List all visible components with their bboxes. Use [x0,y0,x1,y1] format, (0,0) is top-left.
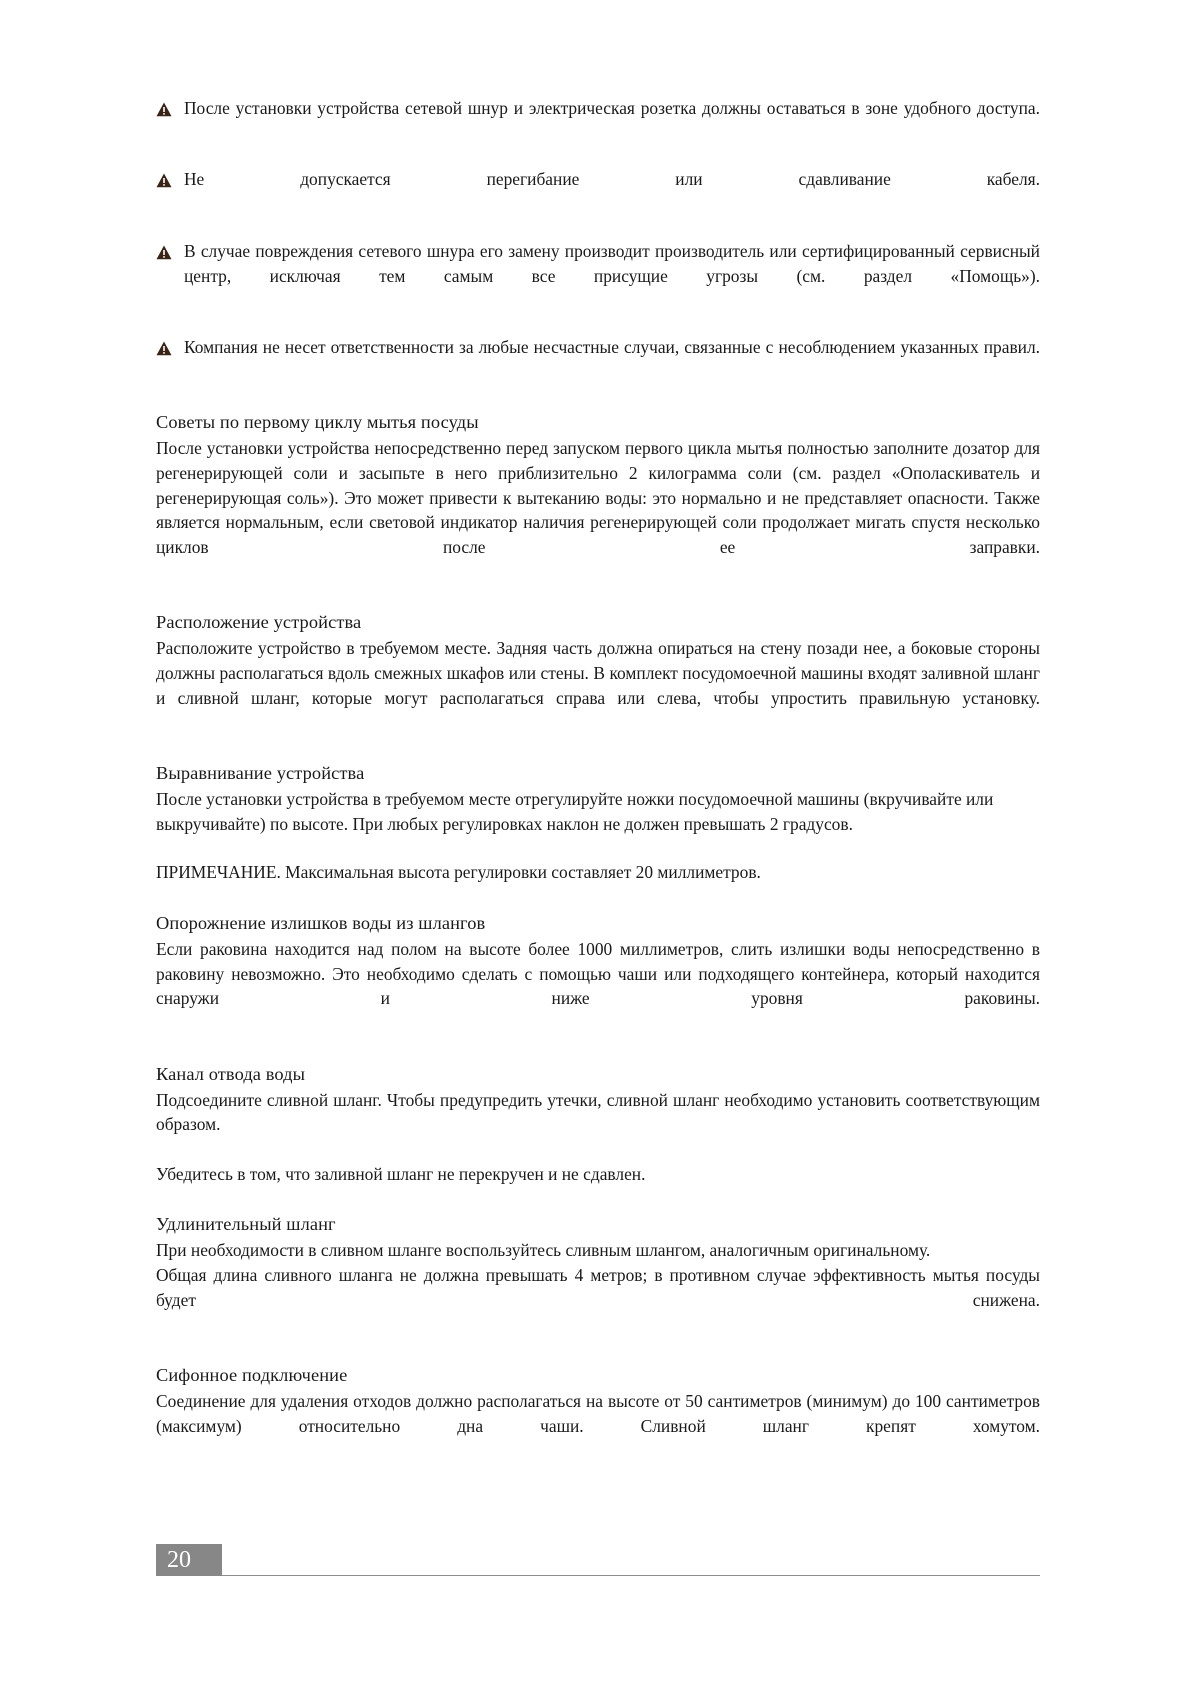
section-heading: Сифонное подключение [156,1364,348,1385]
page-content [156,96,1040,1463]
warning-triangle-icon [156,99,172,114]
note-block [156,860,1040,885]
section-heading: Опорожнение излишков воды из шлангов [156,913,486,933]
note-text: ПРИМЕЧАНИЕ. Максимальная высота регулировки составляет 20 миллиметров. [156,862,761,883]
section-paragraph: После установки устройства в требуемом месте отрегулируйте ножки посудомоечной машины (вкручивайте или выкручивайте) по высоте. При любых регулировках наклон не должен превышать 2 градусов. [156,788,994,834]
section-appliance-positioning [156,610,1040,735]
warning-list-item [156,96,1040,145]
page-footer [156,1544,1040,1578]
section-paragraph: Убедитесь в том, что заливной шланг не перекручен и не сдавлен. [156,1163,646,1184]
section-heading: Советы по первому циклу мытья посуды [156,412,479,433]
warning-list-item [156,239,1040,313]
warning-text: Компания не несет ответственности за любые несчастные случаи, связанные с несоблюдением указанных правил. [184,336,1040,357]
page-number-badge: 20 [156,1544,222,1576]
warning-text: После установки устройства сетевой шнур и электрическая розетка должны оставаться в зоне удобного доступа. [184,98,1040,118]
section-extension-hose [156,1212,1040,1337]
section-draining-excess-water [156,911,1040,1036]
section-paragraph: Общая длина сливного шланга не должна превышать 4 метров; в противном случае эффективность мытья посуды будет снижена. [156,1264,1040,1310]
section-heading: Удлинительный шланг [156,1214,336,1235]
section-paragraph: Расположите устройство в требуемом месте. Задняя часть должна опираться на стену позади нее, а боковые стороны должны располагаться вдоль смежных шкафов или стены. В комплект посудомоечной машины входят заливной шланг и сливной шланг, которые могут располагаться справа или слева, чтобы упростить правильную установку. [156,638,1040,708]
warning-triangle-icon [156,170,172,185]
warning-text: Не допускается перегибание или сдавливание кабеля. [184,169,1040,190]
section-paragraph: Если раковина находится над полом на высоте более 1000 миллиметров, слить излишки воды непосредственно в раковину невозможно. Это необходимо сделать с помощью чаши или подходящего контейнера, который находится снаружи и ниже уровня раковины. [156,938,1040,1009]
warning-text: В случае повреждения сетевого шнура его замену производит производитель или сертифицированный сервисный центр, исключая тем самым все присущие угрозы (см. раздел «Помощь»). [184,240,1040,286]
section-paragraph: Подсоедините сливной шланг. Чтобы предупредить утечки, сливной шланг необходимо установить соответствующим образом. [156,1089,1040,1135]
section-paragraph: При необходимости в сливном шланге воспользуйтесь сливным шлангом, аналогичным оригинальному. [156,1240,931,1261]
section-appliance-leveling [156,761,1040,836]
warning-list-item [156,335,1040,384]
section-paragraph: После установки устройства непосредственно перед запуском первого цикла мытья полностью заполните дозатор для регенерирующей соли и засыпьте в него приблизительно 2 килограмма соли (см. раздел «Ополаскиватель и регенерирующая соль»). Это может привести к вытеканию воды: это нормально и не представляет опасности. Также является нормальным, если световой индикатор наличия регенерирующей соли продолжает мигать спустя несколько циклов после ее заправки. [156,438,1040,557]
section-first-wash-tips [156,410,1040,584]
section-siphon-connection [156,1363,1040,1463]
section-water-drainage-channel [156,1062,1040,1187]
warning-triangle-icon [156,338,172,353]
footer-divider [222,1575,1040,1576]
warning-triangle-icon [156,242,172,257]
section-paragraph: Соединение для удаления отходов должно располагаться на высоте от 50 сантиметров (минимум) до 100 сантиметров (максимум) относительно дна чаши. Сливной шланг крепят хомутом. [156,1390,1040,1436]
section-heading: Расположение устройства [156,612,362,633]
warning-list-item [156,167,1040,216]
section-heading: Выравнивание устройства [156,763,365,784]
section-heading: Канал отвода воды [156,1063,306,1084]
warning-list [156,96,1040,384]
